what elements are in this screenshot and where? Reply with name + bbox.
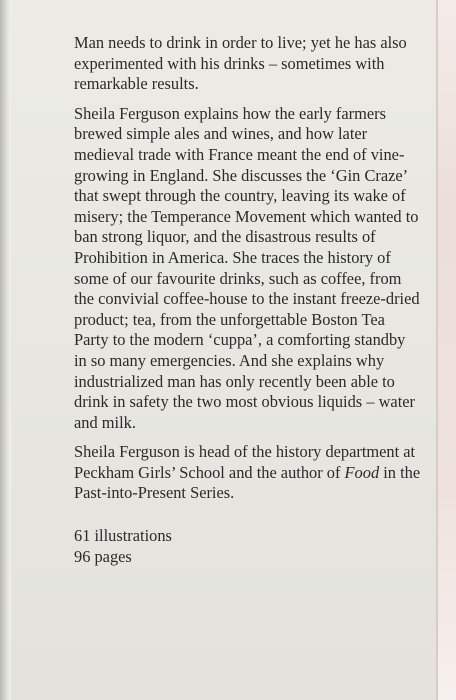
book-title: Food [344, 462, 380, 482]
page-count: 96 pages [74, 546, 132, 566]
author-note-end: in the Past-into-Present Series. [74, 462, 421, 503]
author-note-start: Sheila Ferguson is head of the history department at Peckham Girls’ School and the author of [74, 442, 416, 482]
illustrations-count: 61 illustrations [74, 526, 172, 546]
book-spine-edge [0, 0, 11, 700]
page-edge [436, 0, 456, 700]
book-stats [74, 526, 422, 567]
blurb-text-block [74, 33, 422, 567]
description-paragraph: Sheila Ferguson explains how the early farmers brewed simple ales and wines, and how later medieval trade with France meant the end of vine-growing in England. She discusses the ‘Gin Craze’ that swept through the country, leaving its wake of misery; the Temperance Movement which wanted to ban strong liquor, and the disastrous results of Prohibition in America. She traces the history of some of our favourite drinks, such as coffee, from the convivial coffee-house to the instant freeze-dried product; tea, from the unforgettable Boston Tea Party to the modern ‘cuppa’, a comforting standby in so many emergencies. And she explains why industrialized man has only recently been able to drink in safety the two most obvious liquids – water and milk. [74, 103, 420, 432]
intro-paragraph: Man needs to drink in order to live; yet he has also experimented with his drinks – sometimes with remarkable results. [74, 33, 407, 94]
author-note-paragraph [74, 442, 422, 504]
